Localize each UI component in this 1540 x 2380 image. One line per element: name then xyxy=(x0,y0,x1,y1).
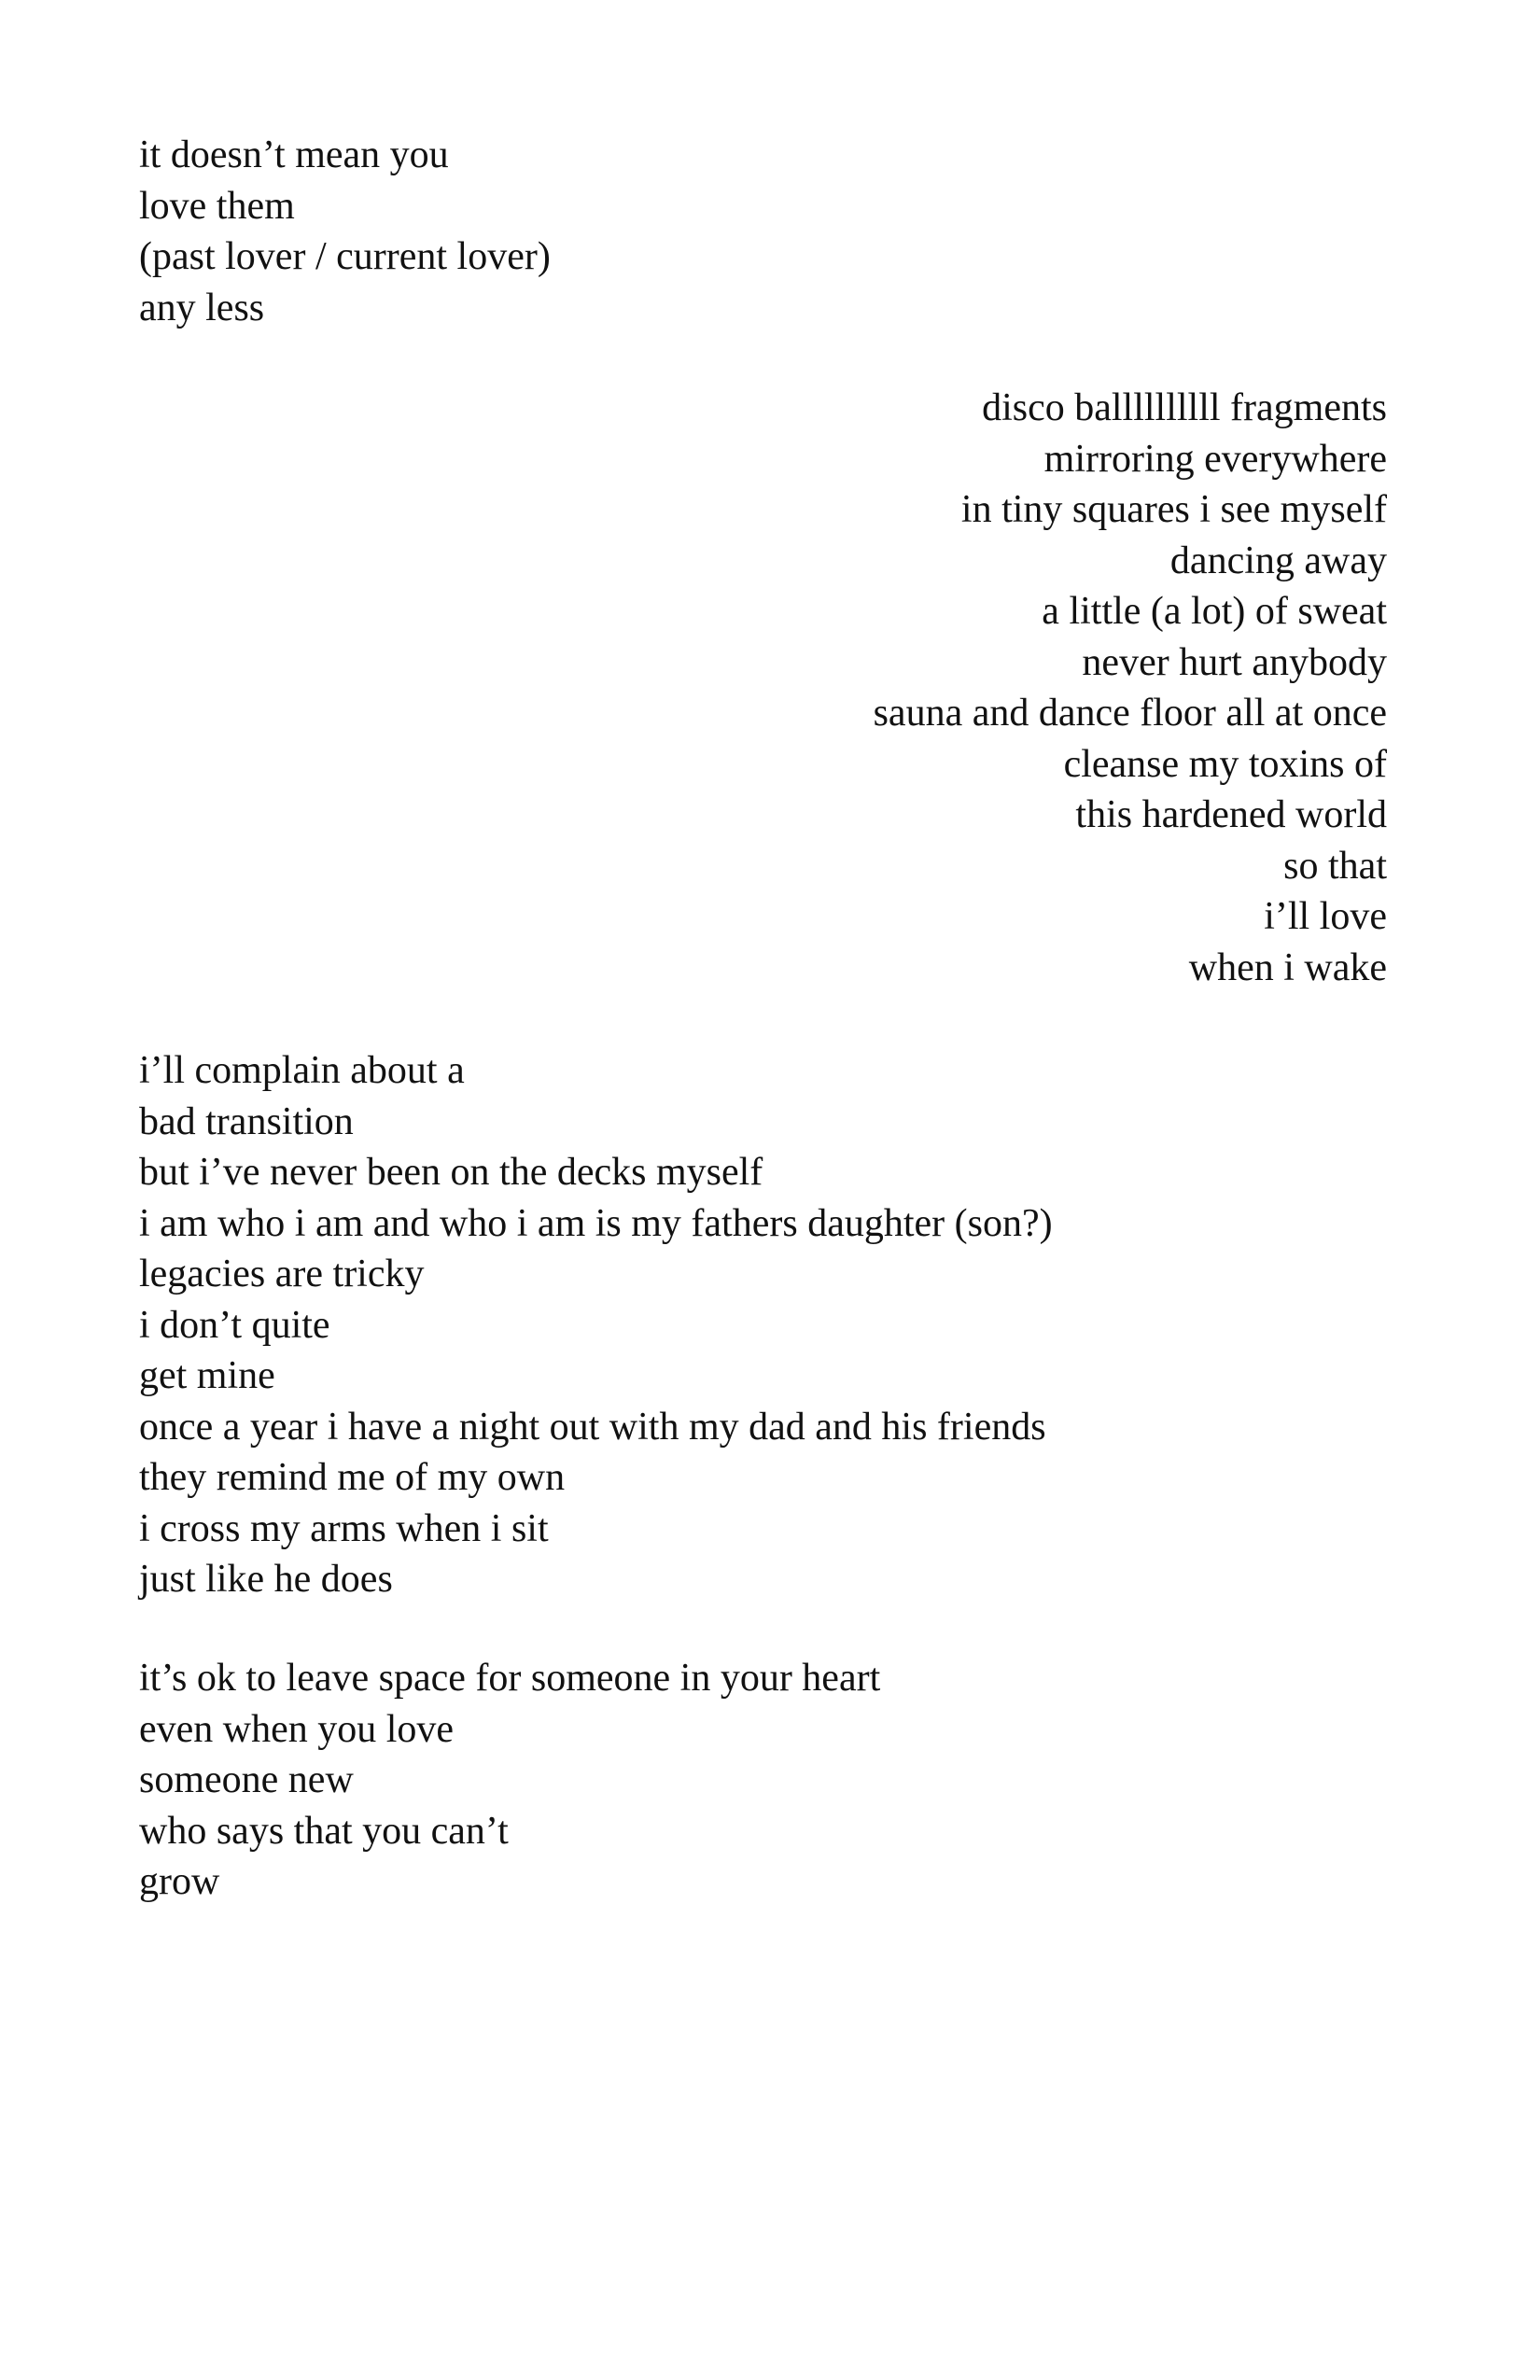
poem-line: cleanse my toxins of xyxy=(1063,742,1387,786)
poem-line: when i wake xyxy=(1188,945,1387,989)
poem-line: someone new xyxy=(139,1758,354,1801)
poem-line: who says that you can’t xyxy=(139,1809,509,1853)
poem-line: it’s ok to leave space for someone in your heart xyxy=(139,1657,881,1700)
poem-line: in tiny squares i see myself xyxy=(960,488,1387,531)
poem-line: even when you love xyxy=(139,1707,455,1751)
poem-line: i don’t quite xyxy=(139,1303,330,1347)
poem-line: never hurt anybody xyxy=(1082,640,1387,684)
poem-line: this hardened world xyxy=(1075,793,1387,836)
poem-line: it doesn’t mean you xyxy=(139,133,449,176)
poem-line: legacies are tricky xyxy=(139,1253,425,1295)
poem-line: once a year i have a night out with my dad and his friends xyxy=(139,1405,1046,1449)
poem-line: get mine xyxy=(139,1354,275,1397)
poem-line: just like he does xyxy=(139,1558,393,1601)
poem-line: they remind me of my own xyxy=(139,1456,566,1499)
poem-line: a little (a lot) of sweat xyxy=(1042,590,1387,633)
stanza-4 xyxy=(139,1653,880,1908)
stanza-2 xyxy=(874,383,1387,993)
stanza-1 xyxy=(139,130,551,333)
poem-line: i’ll love xyxy=(1264,895,1387,938)
poem-line: love them xyxy=(139,184,295,228)
poem-line: sauna and dance floor all at once xyxy=(873,692,1387,735)
poem-line: dancing away xyxy=(1169,539,1387,582)
poem-line: any less xyxy=(139,286,265,329)
poem-line: i cross my arms when i sit xyxy=(139,1506,549,1550)
stanza-3 xyxy=(139,1045,1053,1605)
poem-line: disco ballllllllll fragments xyxy=(982,386,1387,429)
poem-line: (past lover / current lover) xyxy=(139,235,551,278)
poem-line: bad transition xyxy=(139,1099,354,1143)
poem-line: so that xyxy=(1283,844,1387,888)
poem-line: grow xyxy=(139,1860,220,1903)
poem-line: mirroring everywhere xyxy=(1043,437,1387,481)
poem-line: i am who i am and who i am is my fathers daughter (son?) xyxy=(139,1201,1053,1245)
poem-line: i’ll complain about a xyxy=(139,1049,465,1092)
poem-line: but i’ve never been on the decks myself xyxy=(139,1151,763,1194)
